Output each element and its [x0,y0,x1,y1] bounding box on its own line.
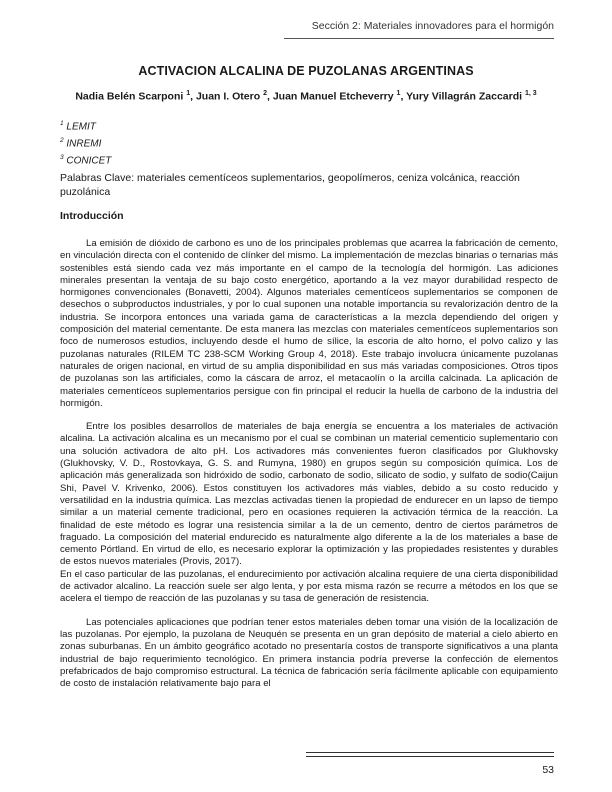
section-heading: Introducción [60,210,124,222]
paragraph-gap [60,410,558,421]
body-paragraph: En el caso particular de las puzolanas, el endurecimiento por activación alcalina requiere de una cierta disponibilidad de activador alcalino. La reacción suele ser algo lenta, y por esta misma razón se recurre a métodos en los que se acelera el tiempo de reacción de las puzolanas y su tasa de generación de resistencia. [60,568,558,605]
author-separator: , [266,90,273,103]
author-name: Nadia Belén Scarponi [75,90,184,103]
keywords: Palabras Clave: materiales cementíceos suplementarios, geopolímeros, ceniza volcánica, reacción puzolánica [60,172,520,198]
body-text [60,238,558,690]
affiliation-item [60,134,111,151]
affiliation-name: INREMI [66,138,102,150]
author-list [58,90,554,103]
body-paragraph: La emisión de dióxido de carbono es uno de los principales problemas que acarrea la fabricación de cemento, en vinculación directa con el contenido de clínker del mismo. La implementación de mezclas binarias o ternarias más sostenibles está siendo cada vez más importante en el campo de la tecnología del hormigón. Las adiciones minerales presentan la ventaja de su bajo costo energético, aportando a la vez mayor durabilidad respecto de hormigones convencionales (Bonavetti, 2004). Algunos materiales cementíceos suplementarios se componen de desechos o subproductos industriales, y por lo cual suponen una notable importancia su revalorización dentro de la industria. Se incorpora entonces una variada gama de características a la mezcla dependiendo del origen y composición del material cementante. De esta manera las mezclas con materiales cementíceos suplementarios son foco de numerosos estudios, incluyendo desde el humo de sílice, la escoria de alto horno, el polvo calizo y las puzolanas naturales (RILEM TC 238-SCM Working Group 4, 2018). Este trabajo involucra únicamente puzolanas naturales de origen nacional, en virtud de su amplia disponibilidad en sus más variadas composiciones. Otros tipos de puzolanas son las artificiales, como la cáscara de arroz, el metacaolín o la arcilla calcinada. La aplicación de materiales cementíceos suplementarios persigue con fin principal el reducir la huella de carbono de la industria del hormigón. [60,238,558,409]
footer-rule [306,756,554,757]
affiliation-name: LEMIT [66,121,96,133]
author-affiliation-mark: 1, 3 [524,90,537,97]
affiliation-number: 2 [60,136,64,144]
running-header: Sección 2: Materiales innovadores para el hormigón [311,20,554,32]
affiliation-number: 3 [60,153,64,161]
author-affiliation-mark: 2 [263,90,267,97]
author-name: Juan Manuel Etcheverry [272,90,394,103]
body-paragraph: Entre los posibles desarrollos de materiales de baja energía se encuentra a los materiales de activación alcalina. La activación alcalina es un mecanismo por el cual se combinan un material cementicio suplementario con una solución activadora de alto pH. Los activadores más convenientes fueron clasificados por Glukhovsky (Glukhovsky, V. D., Rostovkaya, G. S. and Rumyna, 1980) en grupos según su composición química. Los de aplicación más generalizada son hidróxido de sodio, carbonato de sodio, silicato de sodio, y sulfato de sodio(Caijun Shi, Pavel V. Krivenko, 2006). Estos constituyen los activadores más viables, debido a su costo reducido y versatilidad en la industria química. Las mezclas activadas tienen la propiedad de endurecer en un lapso de tiempo similar a un material cemente tradicional, pero en ocasiones requieren la activación térmica de la reacción. La finalidad de este método es lograr una resistencia similar a la de un cemento, dentro de ciertos parámetros de fraguado. La composición del material endurecido es naturalmente algo diferente a la de los materiales a base de cemento Pórtland. En virtud de ello, es necesario explorar la optimización y las propiedades resistentes y durables de estos nuevos materiales (Provis, 2017). [60,421,558,568]
paragraph-gap [60,606,558,617]
affiliation-name: CONICET [66,154,112,166]
affiliation-item [60,117,111,134]
footer-rule [306,752,554,753]
article-title: ACTIVACION ALCALINA DE PUZOLANAS ARGENTINAS [138,64,474,78]
author-affiliation-mark: 1 [186,90,191,97]
header-rule [284,38,554,39]
affiliation-list [60,117,111,167]
author-affiliation-mark: 1 [396,90,401,97]
author-separator: , [400,90,407,103]
author-name: Yury Villagrán Zaccardi [406,90,523,103]
page-number: 53 [542,764,554,776]
author-name: Juan I. Otero [195,90,261,103]
affiliation-item [60,151,111,168]
affiliation-number: 1 [60,120,64,127]
body-paragraph: Las potenciales aplicaciones que podrían tener estos materiales deben tomar una visión de la localización de las puzolanas. Por ejemplo, la puzolana de Neuquén se presenta en un gran depósito de material a cielo abierto en zonas suburbanas. En un ámbito geográfico acotado no presentaría costos de transporte significativos a una planta industrial de bajo requerimiento tecnológico. En primera instancia podría preverse la confección de elementos prefabricados de bajo compromiso estructural. La técnica de fabricación sería fácilmente aplicable con equipamiento de costo de instalación relativamente bajo para el [60,616,558,690]
author-separator: , [190,90,196,103]
